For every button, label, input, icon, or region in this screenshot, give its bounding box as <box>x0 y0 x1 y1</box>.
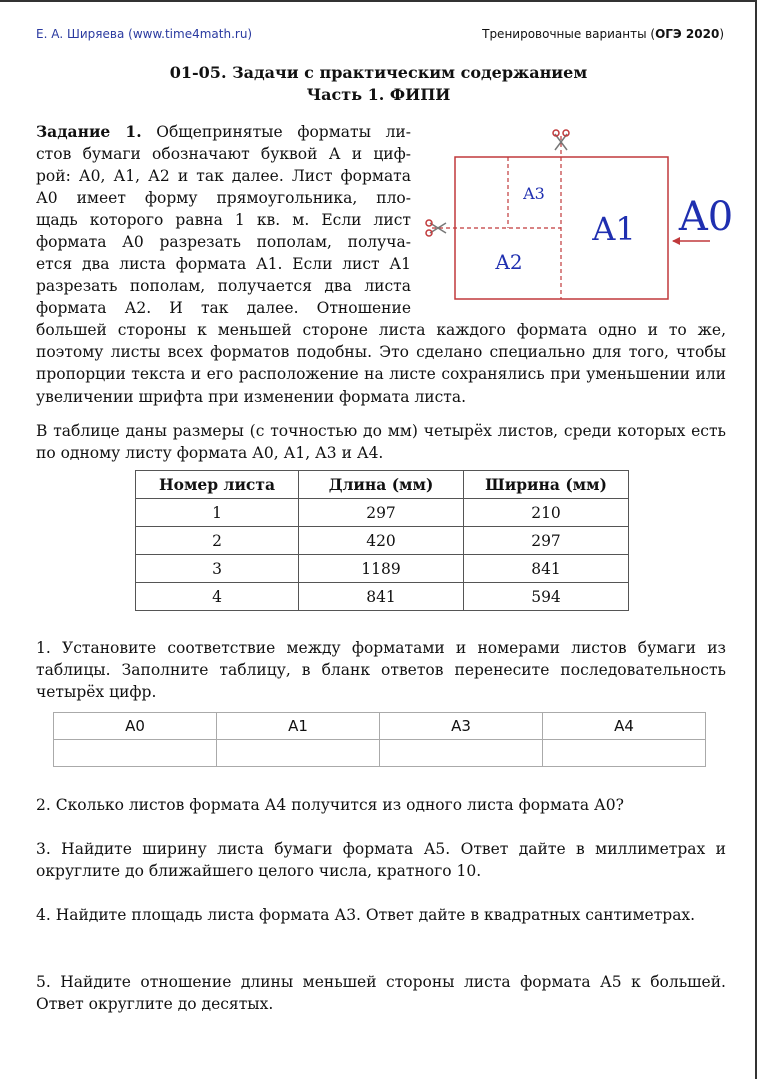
header-variant: Тренировочные варианты (ОГЭ 2020) <box>482 27 724 41</box>
answer-cell-a0[interactable] <box>54 740 217 767</box>
question-4: 4. Найдите площадь листа формата А3. Ответ дайте в квадратных сантиметрах. <box>36 906 696 924</box>
page-border-top <box>0 0 757 2</box>
answer-cell-a1[interactable] <box>217 740 380 767</box>
header-author: Е. А. Ширяева (www.time4math.ru) <box>36 27 253 41</box>
label-a0: A0 <box>678 194 734 240</box>
answer-table-header <box>54 713 706 740</box>
cell-width: 297 <box>464 527 629 555</box>
cell-number: 3 <box>136 555 299 583</box>
label-a1: A1 <box>592 210 636 248</box>
label-a3: A3 <box>523 184 545 203</box>
table-row <box>136 499 629 527</box>
header-sheet-number: Номер листа <box>136 471 299 499</box>
answer-table-row <box>54 740 706 767</box>
table-row <box>136 583 629 611</box>
cell-number: 1 <box>136 499 299 527</box>
cell-length: 420 <box>299 527 464 555</box>
header-length: Длина (мм) <box>299 471 464 499</box>
question-1: 1. Установите соответствие между форматами и номерами листов бумаги из таблицы. Заполните таблицу, в бланк ответов перенесите последовательность четырёх цифр. <box>36 639 726 702</box>
cell-number: 2 <box>136 527 299 555</box>
answer-table <box>53 712 706 767</box>
table-row <box>136 555 629 583</box>
question-5: 5. Найдите отношение длины меньшей стороны листа формата А5 к большей. Ответ округлите до десятых. <box>36 973 726 1014</box>
page-subtitle: Часть 1. ФИПИ <box>306 85 451 104</box>
cell-width: 841 <box>464 555 629 583</box>
question-2: 2. Сколько листов формата А4 получится из одного листа формата А0? <box>36 796 624 814</box>
table-row <box>136 527 629 555</box>
cell-length: 297 <box>299 499 464 527</box>
page-title: 01-05. Задачи с практическим содержанием <box>169 63 588 82</box>
task-continuation: большей стороны к меньшей стороне листа каждого формата одно и то же, поэтому листы всех форматов подобны. Это сделано специально для того, чтобы пропорции текста и его расположение на листе сохранялись при уменьшении или увеличении шрифта при изменении формата листа. <box>36 321 726 406</box>
answer-header-a3: A3 <box>380 713 543 740</box>
answer-header-a4: A4 <box>543 713 706 740</box>
cell-length: 841 <box>299 583 464 611</box>
answer-header-a1: A1 <box>217 713 380 740</box>
answer-cell-a3[interactable] <box>380 740 543 767</box>
answer-cell-a4[interactable] <box>543 740 706 767</box>
question-3: 3. Найдите ширину листа бумаги формата А5. Ответ дайте в миллиметрах и округлите до ближайшего целого числа, кратного 10. <box>36 840 726 881</box>
cell-width: 210 <box>464 499 629 527</box>
cell-length: 1189 <box>299 555 464 583</box>
sizes-table-header <box>136 471 629 499</box>
paper-format-diagram <box>420 120 740 310</box>
task-label: Задание 1. <box>36 122 142 141</box>
label-a2: A2 <box>495 250 523 274</box>
answer-header-a0: A0 <box>54 713 217 740</box>
table-intro: В таблице даны размеры (с точностью до мм) четырёх листов, среди которых есть по одному листу формата А0, А1, А3 и А4. <box>36 422 726 463</box>
cell-width: 594 <box>464 583 629 611</box>
cell-number: 4 <box>136 583 299 611</box>
sizes-table <box>135 470 629 611</box>
header-width: Ширина (мм) <box>464 471 629 499</box>
